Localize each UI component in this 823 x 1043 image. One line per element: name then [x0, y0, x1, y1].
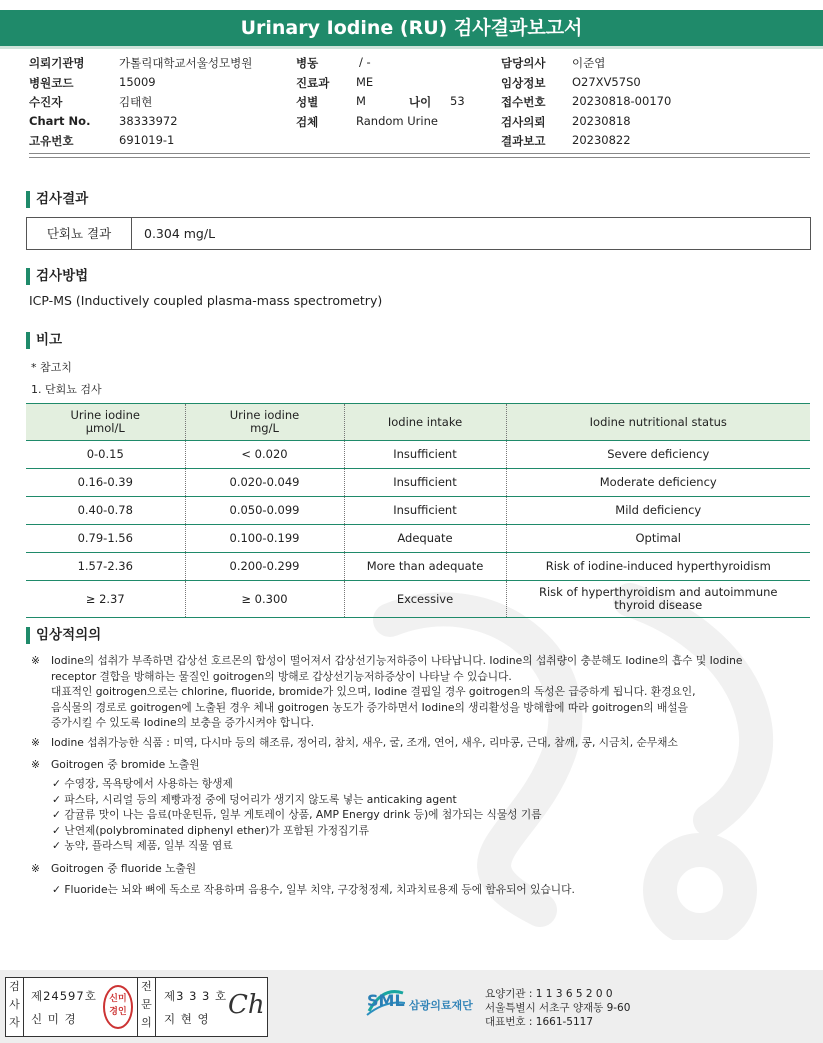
reference-note: * 참고치: [31, 361, 72, 374]
paragraph-line: Iodine 섭취가능한 식품 : 미역, 다시마 등의 해조류, 정어리, 참치, 새우, 굴, 조개, 연어, 새우, 리마콩, 근대, 참깨, 콩, 시금치, 순무채소: [51, 736, 678, 749]
info-row: [29, 75, 809, 95]
list-item: ✓ 농약, 플라스틱 제품, 일부 직물 염료: [52, 839, 233, 852]
info-row: [29, 94, 809, 114]
specialist-name: 지 현 영: [164, 1012, 210, 1026]
clinical-paragraph: [31, 861, 806, 877]
table-cell: 1.57-2.36: [26, 553, 185, 581]
tester-license: 제24597호: [31, 989, 97, 1003]
check-icon: ✓: [52, 883, 61, 896]
info-value: 20230822: [572, 133, 631, 147]
patient-info-block: [29, 55, 809, 153]
check-icon: ✓: [52, 808, 61, 821]
info-row: [29, 133, 809, 153]
info-value: 15009: [119, 74, 156, 89]
table-cell: 0.050-0.099: [185, 497, 344, 525]
list-item: ✓ 감귤류 맛이 나는 음료(마운틴듀, 일부 게토레이 상품, AMP Energy drink 등)에 첨가되는 식물성 기름: [52, 808, 542, 821]
lab-info: [485, 987, 630, 1029]
section-heading-result: 검사결과: [26, 191, 88, 208]
signature-box: [5, 977, 268, 1037]
tester-name: 신 미 경: [31, 1012, 77, 1026]
section-heading-clinical: 임상적의의: [26, 627, 101, 644]
column-header: Urine iodine mg/L: [185, 404, 344, 441]
paragraph-line: Goitrogen 중 bromide 노출원: [51, 758, 200, 771]
info-value: 691019-1: [119, 133, 175, 147]
check-icon: ✓: [52, 839, 61, 852]
note-marker: ※: [31, 654, 40, 667]
info-label: 나이: [409, 95, 432, 109]
specialist-license: 제3 3 3 호: [164, 989, 228, 1003]
table-cell: 0.40-0.78: [26, 497, 185, 525]
info-value: Random Urine: [356, 113, 438, 128]
bromide-list: [52, 776, 542, 854]
paragraph-line: 증가시킬 수 있도록 Iodine의 보충을 증가시켜야 합니다.: [51, 716, 315, 729]
info-label: 병동: [296, 56, 319, 70]
section-heading-remarks: 비고: [26, 332, 62, 349]
info-value: 38333972: [119, 113, 178, 128]
lab-address: 서울특별시 서초구 양재동 9-60: [485, 1002, 631, 1014]
info-label: 진료과: [296, 75, 330, 90]
paragraph-line: Iodine의 섭취가 부족하면 갑상선 호르몬의 합성이 떨어져서 갑상선기능저하증이 나타납니다. Iodine의 섭취량이 충분해도 Iodine의 흡수 및 Iodine: [51, 654, 743, 667]
table-cell: 0.79-1.56: [26, 525, 185, 553]
table-cell: Insufficient: [344, 469, 506, 497]
logo-name: 삼광의료재단: [409, 999, 473, 1012]
paragraph-line: Goitrogen 중 fluoride 노출원: [51, 862, 197, 875]
divider: [29, 157, 810, 158]
table-cell: < 0.020: [185, 441, 344, 469]
info-label: 검체: [296, 114, 319, 129]
info-value: 김태현: [119, 95, 153, 109]
info-value: O27XV57S0: [572, 74, 641, 89]
column-header: Iodine intake: [344, 404, 506, 441]
list-item: ✓ 수영장, 목욕탕에서 사용하는 항생제: [52, 777, 233, 790]
table-cell: More than adequate: [344, 553, 506, 581]
list-item: ✓ 난연제(polybrominated diphenyl ether)가 포함된 가정집기류: [52, 823, 370, 837]
divider: [29, 153, 810, 154]
lab-phone: 대표번호 : 1661-5117: [485, 1016, 594, 1028]
table-row: [26, 581, 810, 618]
title-underline: [0, 46, 823, 49]
info-value: 이준엽: [572, 56, 606, 70]
info-value: M: [356, 94, 366, 108]
check-icon: ✓: [52, 823, 61, 837]
check-icon: ✓: [52, 777, 61, 790]
note-marker: ※: [31, 736, 40, 749]
info-label: 성별: [296, 95, 319, 109]
paragraph-line: 음식물의 경로로 goitrogen에 노출된 경우 체내 goitrogen 농도가 증가하면서 Iodine의 생리활성을 방해함에 따라 goitrogen의 배설을: [51, 700, 688, 714]
table-cell: 0.16-0.39: [26, 469, 185, 497]
table-row: [26, 497, 810, 525]
info-label: 결과보고: [501, 134, 546, 148]
info-label: 병원코드: [29, 75, 74, 90]
table-cell: 0.200-0.299: [185, 553, 344, 581]
check-icon: ✓: [52, 792, 61, 806]
seal-stamp: 신미 경인: [103, 985, 133, 1029]
clinical-paragraph: [31, 735, 806, 751]
table-cell: Severe deficiency: [506, 441, 810, 469]
info-label: 임상정보: [501, 75, 546, 90]
clinical-paragraph: [31, 653, 806, 731]
signature: Ch: [228, 990, 265, 1020]
table-row: [26, 525, 810, 553]
label-tester: 검 사 자: [6, 978, 24, 1036]
table-cell: Risk of hyperthyroidism and autoimmune thyroid disease: [506, 581, 810, 618]
info-value: 가톨릭대학교서울성모병원: [119, 56, 253, 70]
report-title: Urinary Iodine (RU) 검사결과보고서: [0, 10, 823, 46]
paragraph-line: 대표적인 goitrogen으로는 chlorine, fluoride, bromide가 있으며, Iodine 결핍일 경우 goitrogen의 독성은 급증하게 됩니다. 환경요인,: [51, 685, 696, 698]
info-value: 20230818: [572, 113, 631, 128]
table-row: [26, 441, 810, 469]
table-row: [26, 553, 810, 581]
result-label: 단회뇨 결과: [27, 218, 132, 249]
info-row: [29, 55, 809, 75]
column-header: Urine iodine μmol/L: [26, 404, 185, 441]
list-item: ✓ 파스타, 시리얼 등의 제빵과정 중에 덩어리가 생기지 않도록 넣는 anticaking agent: [52, 792, 457, 806]
table-cell: Risk of iodine-induced hyperthyroidism: [506, 553, 810, 581]
info-value: ME: [356, 74, 374, 89]
table-cell: Excessive: [344, 581, 506, 618]
label-specialist: 전 문 의: [137, 978, 156, 1036]
info-label: 접수번호: [501, 95, 546, 109]
clinical-paragraph: [31, 757, 806, 773]
info-value: / -: [359, 55, 371, 69]
table-cell: Insufficient: [344, 497, 506, 525]
table-cell: 0.100-0.199: [185, 525, 344, 553]
section-heading-method: 검사방법: [26, 268, 88, 285]
info-value: 20230818-00170: [572, 94, 672, 108]
table-cell: ≥ 2.37: [26, 581, 185, 618]
info-label: 담당의사: [501, 56, 546, 70]
info-label: 고유번호: [29, 134, 74, 148]
reference-table: [26, 403, 810, 618]
lab-code: 요양기관 : 1 1 3 6 5 2 0 0: [485, 988, 613, 1000]
table-cell: Optimal: [506, 525, 810, 553]
table-cell: Mild deficiency: [506, 497, 810, 525]
logo-sml-text: SML: [367, 991, 405, 1010]
table-cell: Insufficient: [344, 441, 506, 469]
result-box: [26, 217, 811, 250]
info-value: 53: [450, 94, 465, 108]
table-cell: Moderate deficiency: [506, 469, 810, 497]
reference-subtitle: 1. 단회뇨 검사: [31, 383, 102, 396]
note-marker: ※: [31, 758, 40, 771]
table-cell: Adequate: [344, 525, 506, 553]
list-item: ✓ Fluoride는 뇌와 뼈에 독소로 작용하며 음용수, 일부 치약, 구강청정제, 치과치료용제 등에 함유되어 있습니다.: [52, 883, 575, 896]
table-header-row: [26, 404, 810, 441]
table-cell: 0.020-0.049: [185, 469, 344, 497]
info-label: 수진자: [29, 95, 63, 109]
result-value: 0.304 mg/L: [144, 226, 216, 241]
info-row: [29, 114, 809, 134]
table-cell: ≥ 0.300: [185, 581, 344, 618]
table-cell: 0-0.15: [26, 441, 185, 469]
info-label: 의뢰기관명: [29, 56, 85, 70]
paragraph-line: receptor 결합을 방해하는 물질인 goitrogen의 방해로 갑상선기능저하증상이 나타날 수 있습니다.: [51, 669, 512, 683]
info-label: Chart No.: [29, 113, 91, 128]
method-text: ICP-MS (Inductively coupled plasma-mass spectrometry): [29, 293, 383, 308]
note-marker: ※: [31, 862, 40, 875]
column-header: Iodine nutritional status: [506, 404, 810, 441]
fluoride-list: [52, 882, 575, 898]
table-row: [26, 469, 810, 497]
info-label: 검사의뢰: [501, 114, 546, 129]
